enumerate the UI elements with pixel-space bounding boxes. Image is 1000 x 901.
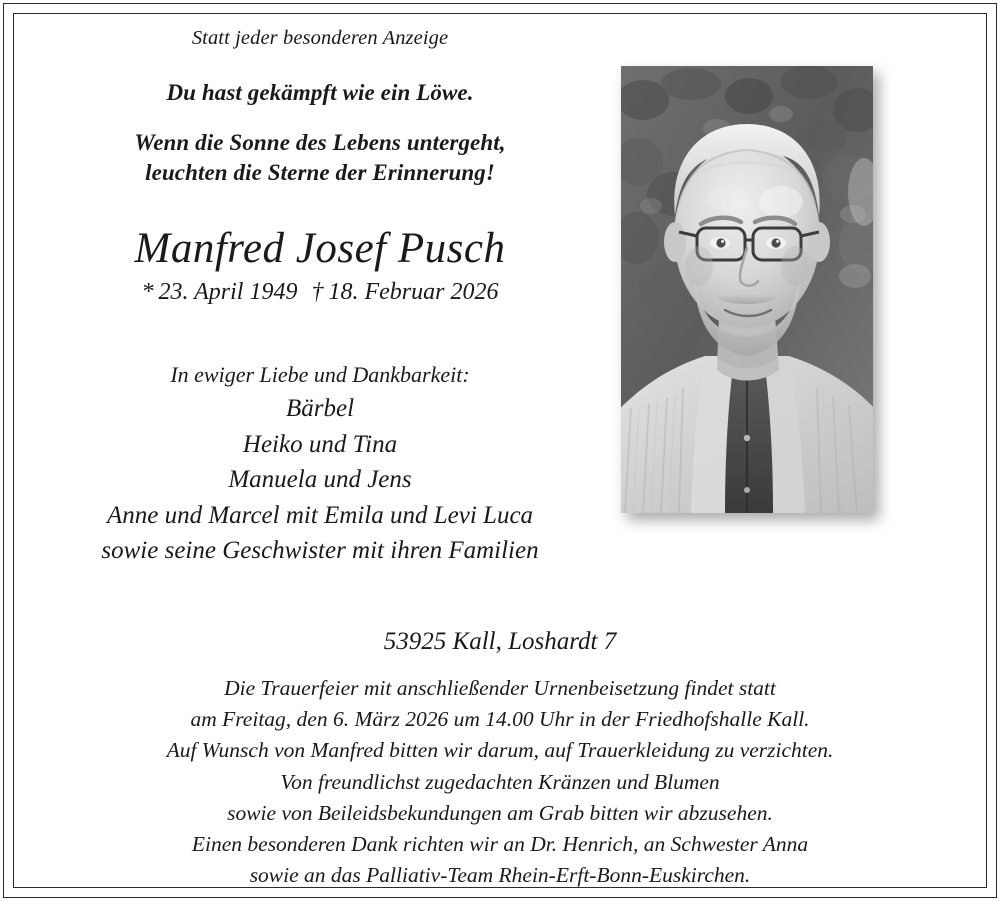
portrait-photo <box>621 66 873 513</box>
service-line: Von freundlichst zugedachten Kränzen und Blumen <box>280 769 720 794</box>
deceased-name: Manfred Josef Pusch <box>134 224 506 272</box>
service-line: sowie an das Palliativ-Team Rhein-Erft-Bonn-Euskirchen. <box>249 863 751 888</box>
mourner-name: Manuela und Jens <box>228 466 412 494</box>
service-information-block <box>20 627 980 891</box>
mourners-block <box>20 361 620 569</box>
mourners-intro: In ewiger Liebe und Dankbarkeit: <box>170 361 470 387</box>
service-line: sowie von Beileidsbekundungen am Grab bitten wir abzusehen. <box>227 800 773 825</box>
verse-block-two <box>20 128 620 189</box>
life-dates <box>20 278 620 307</box>
notice-intro-line: Statt jeder besonderen Anzeige <box>191 27 449 49</box>
verse-line-1: Du hast gekämpft wie ein Löwe. <box>166 79 474 105</box>
mourner-name: sowie seine Geschwister mit ihren Familien <box>101 537 539 565</box>
service-line: Auf Wunsch von Manfred bitten wir darum, auf Trauerkleidung zu verzichten. <box>166 738 834 763</box>
mourner-name: Anne und Marcel mit Emila und Levi Luca <box>106 501 534 529</box>
obituary-text-column <box>20 18 620 569</box>
birth-date: 23. April 1949 <box>158 279 298 305</box>
death-date: 18. Februar 2026 <box>328 279 499 305</box>
verse-line-2: Wenn die Sonne des Lebens untergeht, <box>134 129 506 155</box>
portrait-container <box>621 66 873 513</box>
mourner-name: Bärbel <box>285 395 355 423</box>
address-line: 53925 Kall, Loshardt 7 <box>383 628 617 655</box>
birth-symbol-icon: * <box>141 279 154 305</box>
service-details <box>20 673 980 891</box>
mourner-name: Heiko und Tina <box>242 430 398 458</box>
death-symbol-icon: † <box>311 279 324 305</box>
verse-block-one <box>20 78 620 108</box>
service-line: Die Trauerfeier mit anschließender Urnenbeisetzung findet statt <box>224 676 776 700</box>
verse-line-3: leuchten die Sterne der Erinnerung! <box>145 160 495 186</box>
service-line: am Freitag, den 6. März 2026 um 14.00 Uhr in der Friedhofshalle Kall. <box>190 707 810 732</box>
service-line: Einen besonderen Dank richten wir an Dr. Henrich, an Schwester Anna <box>191 831 809 856</box>
